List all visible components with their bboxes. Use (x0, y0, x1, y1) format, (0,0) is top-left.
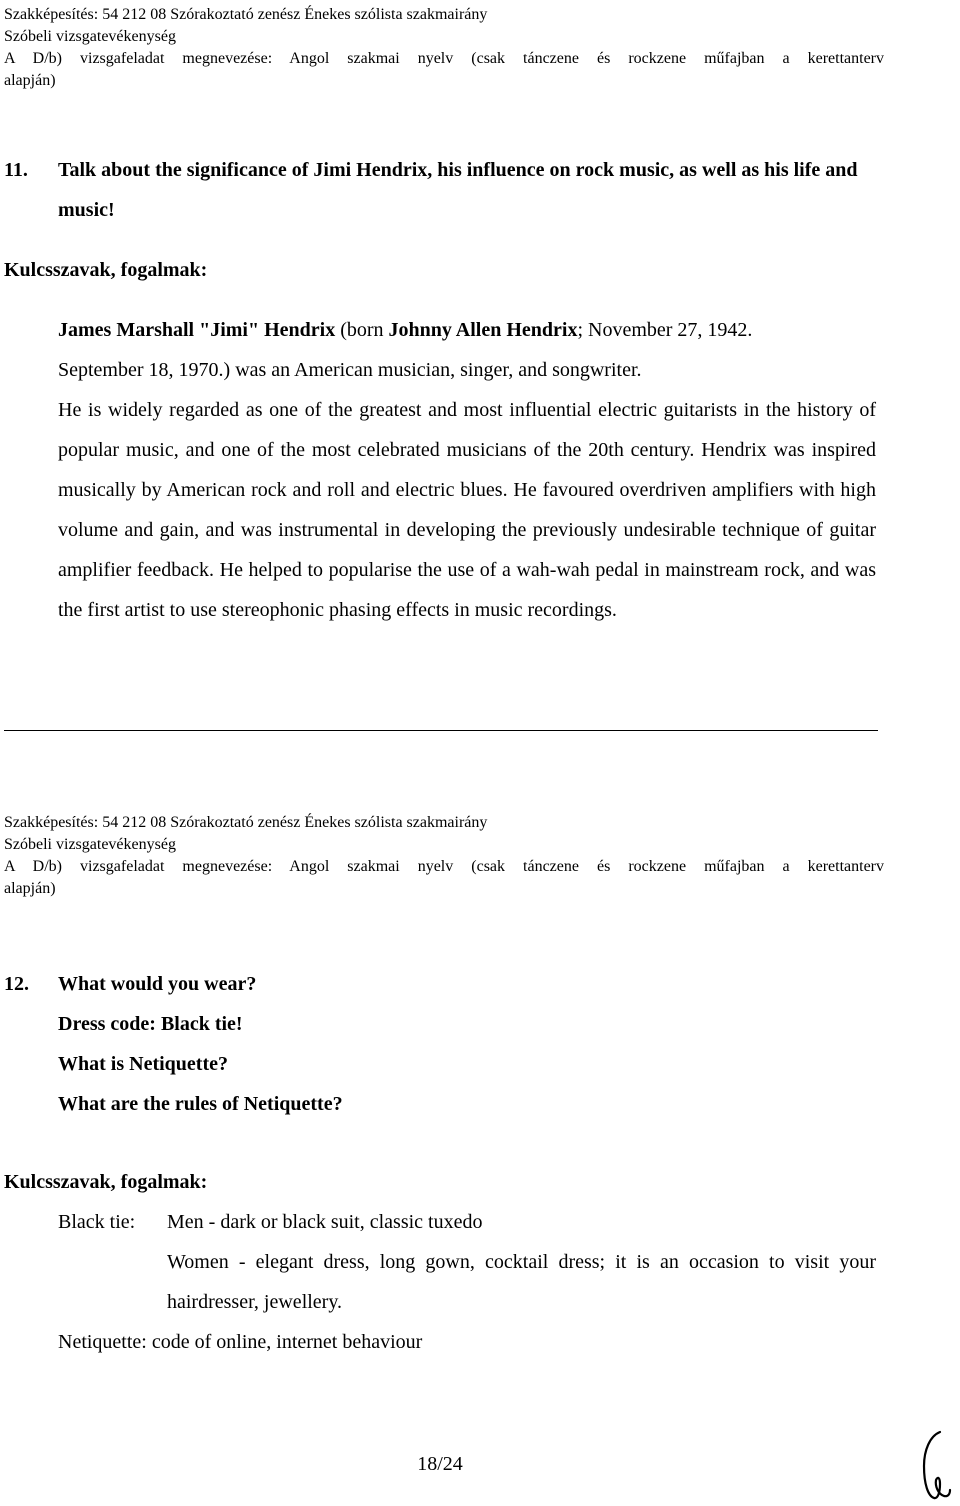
netiquette-definition: Netiquette: code of online, internet behaviour (58, 1331, 423, 1353)
header-activity: Szóbeli vizsgatevékenység (4, 836, 176, 853)
question-number: 11. (4, 159, 28, 181)
question-12-line-4: What are the rules of Netiquette? (58, 1093, 343, 1115)
section-divider (4, 730, 878, 731)
black-tie-term: Black tie: (58, 1211, 136, 1233)
hendrix-paragraph: He is widely regarded as one of the greatest and most influential electric guitarists in the history of popular music, and one of the most celebrated musicians of the 20th century. Hendrix was inspired musically by American rock and roll and electric blues. He favoured overdriven amplifiers with high volume and gain, and was instrumental in developing the previously undesirable technique of guitar amplifier feedback. He helped to popularise the use of a wah-wah pedal in mainstream rock, and was the first artist to use stereophonic phasing effects in music recordings. (58, 399, 876, 621)
signature-mark (918, 1428, 952, 1502)
header-task-end: alapján) (4, 72, 56, 89)
document-page: Szakképesítés: 54 212 08 Szórakoztató zenész Énekes szólista szakmairány Szóbeli vizsgatevékenység A D/b) vizsgafeladat megnevezése: Angol szakmai nyelv (csak tánczene és rockzene műfajban a kerettanterv alapján) 11. Talk about the significance of Jimi Hendrix, his influence on rock music, as well as his life and music! Kulcsszavak, fogalmak: James Marshall "Jimi" Hendrix (born Johnny Allen Hendrix; November 27, 1942. September 18, 1970.) was an American musician, singer, and songwriter. He is widely regarded as one of the greatest and most influential electric guitarists in the history of popular music, and one of the most celebrated musicians of the 20th century. Hendrix was inspired musically by American rock and roll and electric blues. He favoured overdriven amplifiers with high volume and gain, and was instrumental in developing the previously undesirable technique of guitar amplifier feedback. He helped to popularise the use of a wah-wah pedal in mainstream rock, and was the first artist to use stereophonic phasing effects in music recordings. Szakképesítés: 54 212 08 Szórakoztató zenész Énekes szólista szakmairány Szóbeli vizsgatevékenység A D/b) vizsgafeladat megnevezése: Angol szakmai nyelv (csak tánczene és rockzene műfajban a kerettanterv alapján) 12. What would you wear? Dress code: Black tie! What is Netiquette? What are the rules of Netiquette? Kulcsszavak, fogalmak: Black tie: Men - dark or black suit, classic tuxedo Women - elegant dress, long gown, cocktail dress; it is an occasion to visit your hairdresser, jewellery. Netiquette: code of online, internet behaviour 18/24 (0, 0, 960, 1506)
page-number: 18/24 (417, 1453, 463, 1475)
header-qualification: Szakképesítés: 54 212 08 Szórakoztató zenész Énekes szólista szakmairány (4, 6, 488, 23)
header-activity: Szóbeli vizsgatevékenység (4, 28, 176, 45)
header-task: A D/b) vizsgafeladat megnevezése: Angol szakmai nyelv (csak tánczene és rockzene műfajban a kerettanterv (4, 50, 884, 67)
question-12-line-1: What would you wear? (58, 973, 257, 995)
question-text: Talk about the significance of Jimi Hendrix, his influence on rock music, as well as his life and music! (58, 159, 858, 221)
header-task: A D/b) vizsgafeladat megnevezése: Angol szakmai nyelv (csak tánczene és rockzene műfajban a kerettanterv (4, 858, 884, 875)
page-header-repeat (4, 812, 884, 900)
question-12-line-2: Dress code: Black tie! (58, 1013, 243, 1035)
black-tie-women: Women - elegant dress, long gown, cocktail dress; it is an occasion to visit your hairdresser, jewellery. (167, 1251, 876, 1313)
black-tie-men: Men - dark or black suit, classic tuxedo (167, 1211, 483, 1233)
hendrix-full-name: James Marshall "Jimi" Hendrix (58, 319, 336, 341)
header-qualification: Szakképesítés: 54 212 08 Szórakoztató zenész Énekes szólista szakmairány (4, 814, 488, 831)
hendrix-intro: James Marshall "Jimi" Hendrix (born Johnny Allen Hendrix; November 27, 1942. September 18, 1970.) was an American musician, singer, and songwriter. (58, 319, 753, 381)
hendrix-birth-name: Johnny Allen Hendrix (388, 319, 578, 341)
question-12-line-3: What is Netiquette? (58, 1053, 228, 1075)
keywords-heading: Kulcsszavak, fogalmak: (4, 259, 208, 281)
hendrix-dates: September 18, 1970.) was an American musician, singer, and songwriter. (58, 359, 642, 381)
header-task-end: alapján) (4, 880, 56, 897)
page-header (4, 4, 884, 92)
keywords-heading: Kulcsszavak, fogalmak: (4, 1171, 208, 1193)
